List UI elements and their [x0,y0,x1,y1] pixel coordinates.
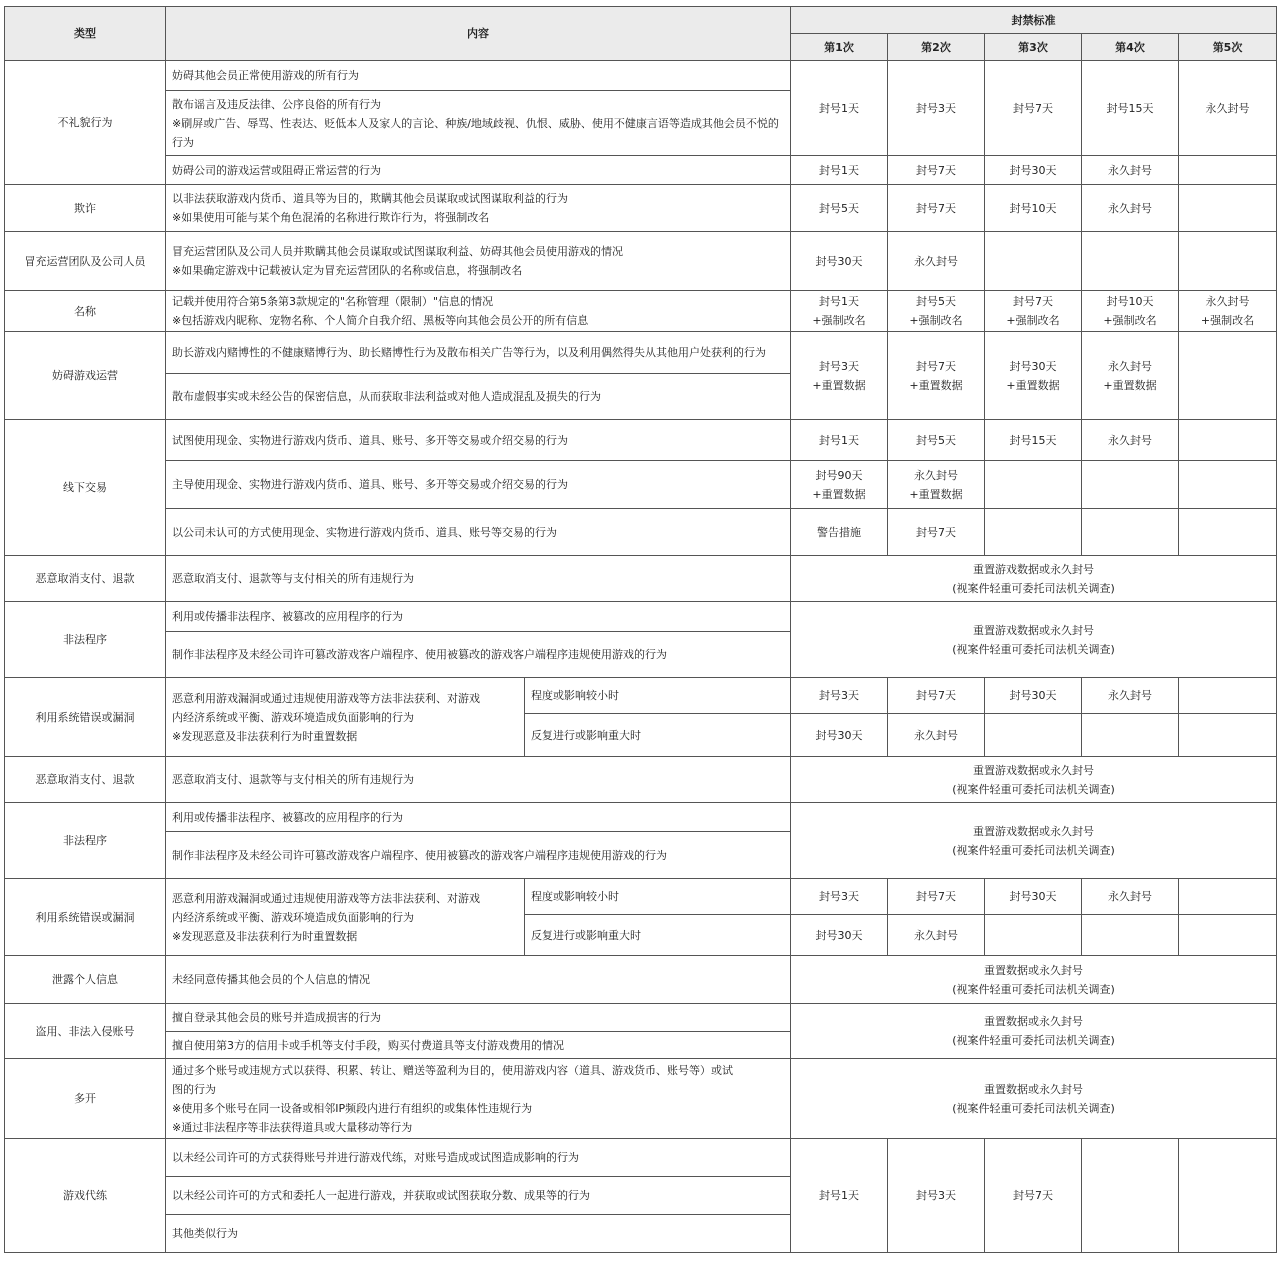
content-cell: 制作非法程序及未经公司许可篡改游戏客户端程序、使用被篡改的游戏客户端程序违规使用游戏的行为 [166,832,791,879]
penalty-text: 封号10天 [1106,295,1154,308]
table-row [5,1059,1277,1139]
penalty-cell: 封号3天 [791,879,888,915]
penalty-cell: 封号7天 [985,61,1082,156]
empty-cell [985,232,1082,291]
penalty-note: (视案件轻重可委托司法机关调查) [952,1034,1115,1047]
empty-cell [1179,1139,1277,1253]
type-cell: 欺诈 [5,185,166,232]
penalty-cell [791,757,1277,803]
penalty-cell: 封号7天 [888,156,985,185]
penalty-cell: 封号30天 [985,156,1082,185]
content-text: 内经济系统或平衡、游戏环境造成负面影响的行为 [172,710,414,724]
penalty-cell: 封号7天 [888,185,985,232]
content-cell: 以未经公司许可的方式获得账号并进行游戏代练，对账号造成或试图造成影响的行为 [166,1139,791,1177]
content-cell: 恶意取消支付、退款等与支付相关的所有违规行为 [166,556,791,602]
content-note: ※通过非法程序等非法获得道具或大量移动等行为 [172,1120,413,1134]
penalty-cell [985,291,1082,332]
penalty-cell [1179,291,1277,332]
type-cell: 名称 [5,291,166,332]
content-cell: 制作非法程序及未经公司许可篡改游戏客户端程序、使用被篡改的游戏客户端程序违规使用游戏的行为 [166,632,791,678]
table-row [5,556,1277,602]
table-row [5,803,1277,832]
empty-cell [1179,915,1277,956]
penalty-text: 封号5天 [916,295,956,308]
penalty-text: 永久封号 [1205,295,1250,308]
penalty-note: (视案件轻重可委托司法机关调查) [952,782,1115,796]
content-text: 内经济系统或平衡、游戏环境造成负面影响的行为 [172,910,414,924]
penalty-text: 封号30天 [1009,359,1057,373]
type-cell: 恶意取消支付、退款 [5,556,166,602]
penalty-cell: 封号30天 [791,714,888,757]
penalty-cell: 封号1天 [791,420,888,461]
penalty-note: (视案件轻重可委托司法机关调查) [952,642,1115,656]
penalty-cell [791,803,1277,879]
penalty-cell: 永久封号 [1082,879,1179,915]
penalty-cell: 封号30天 [791,232,888,291]
penalty-cell [791,291,888,332]
penalty-cell: 封号7天 [888,509,985,556]
penalty-cell: 永久封号 [1179,61,1277,156]
content-cell: 散布虚假事实或未经公告的保密信息，从而获取非法利益或对他人造成混乱及损失的行为 [166,374,791,420]
empty-cell [1179,232,1277,291]
header-content: 内容 [166,7,791,61]
penalty-cell [791,1004,1277,1059]
penalty-cell: 永久封号 [888,915,985,956]
table-row [5,602,1277,632]
content-note: ※发现恶意及非法获利行为时重置数据 [172,729,358,743]
penalty-cell [791,332,888,420]
table-row [5,509,1277,556]
table-row [5,420,1277,461]
content-text: 恶意利用游戏漏洞或通过违规使用游戏等方法非法获利、对游戏 [172,891,480,905]
penalty-extra: +重置数据 [1103,378,1157,392]
penalty-cell: 永久封号 [1082,678,1179,714]
penalty-text: 重置游戏数据或永久封号 [973,763,1095,777]
penalty-extra: +强制改名 [1006,314,1060,327]
penalty-cell: 封号10天 [985,185,1082,232]
table-row [5,461,1277,509]
type-cell: 线下交易 [5,420,166,556]
empty-cell [985,461,1082,509]
empty-cell [1179,714,1277,757]
table-row [5,185,1277,232]
penalty-cell [1082,291,1179,332]
table-row [5,291,1277,332]
content-text: 记载并使用符合第5条第3款规定的"名称管理（限制）"信息的情况 [172,295,494,308]
penalty-cell: 永久封号 [1082,185,1179,232]
content-cell: 未经同意传播其他会员的个人信息的情况 [166,956,791,1004]
table-row [5,757,1277,803]
type-cell: 泄露个人信息 [5,956,166,1004]
penalty-text: 重置数据或永久封号 [984,1082,1084,1096]
content-note: ※如果确定游戏中记载被认定为冒充运营团队的名称或信息，将强制改名 [172,264,523,277]
penalty-cell: 永久封号 [1082,420,1179,461]
header-count-5: 第5次 [1179,34,1277,61]
table-row [5,61,1277,91]
empty-cell [985,509,1082,556]
empty-cell [985,714,1082,757]
penalty-cell [888,461,985,509]
empty-cell [1179,461,1277,509]
empty-cell [1179,509,1277,556]
penalty-note: (视案件轻重可委托司法机关调查) [952,843,1115,857]
table-row [5,332,1277,374]
penalty-extra: +强制改名 [1200,314,1255,327]
penalty-cell: 封号1天 [791,1139,888,1253]
content-cell: 擅自使用第3方的信用卡或手机等支付手段，购买付费道具等支付游戏费用的情况 [166,1032,791,1059]
severity-cell: 程度或影响较小时 [525,678,791,714]
penalty-cell: 封号3天 [888,1139,985,1253]
empty-cell [1179,678,1277,714]
content-cell [166,1059,791,1139]
content-cell: 其他类似行为 [166,1215,791,1253]
table-row [5,1139,1277,1177]
header-standard: 封禁标准 [791,7,1277,34]
penalty-cell [791,556,1277,602]
penalty-extra: +强制改名 [1103,314,1157,327]
empty-cell [1082,509,1179,556]
penalty-cell: 封号30天 [985,879,1082,915]
header-count-3: 第3次 [985,34,1082,61]
type-cell: 游戏代练 [5,1139,166,1253]
penalty-text: 永久封号 [1108,359,1152,373]
type-cell: 利用系统错误或漏洞 [5,879,166,956]
empty-cell [1179,420,1277,461]
type-cell: 多开 [5,1059,166,1139]
penalty-cell [791,1059,1277,1139]
type-cell: 冒充运营团队及公司人员 [5,232,166,291]
penalty-text: 重置数据或永久封号 [984,1015,1084,1028]
empty-cell [1082,232,1179,291]
penalty-cell: 封号15天 [985,420,1082,461]
content-cell: 妨碍公司的游戏运营或阻碍正常运营的行为 [166,156,791,185]
content-note: ※使用多个账号在同一设备或相邻IP频段内进行有组织的或集体性违规行为 [172,1101,533,1115]
penalty-cell [888,332,985,420]
type-cell: 恶意取消支付、退款 [5,757,166,803]
content-cell [166,91,791,156]
type-cell: 非法程序 [5,803,166,879]
header-type: 类型 [5,7,166,61]
content-cell [166,232,791,291]
penalty-cell [791,461,888,509]
penalty-cell: 封号30天 [985,678,1082,714]
penalty-text: 封号90天 [815,468,863,482]
penalty-extra: +重置数据 [812,487,866,501]
penalty-cell: 封号7天 [888,879,985,915]
penalty-cell [791,602,1277,678]
penalty-extra: +强制改名 [812,314,866,327]
penalty-text: 重置游戏数据或永久封号 [973,824,1095,838]
penalty-cell: 封号1天 [791,156,888,185]
penalty-text: 重置数据或永久封号 [984,963,1084,977]
penalty-note: (视案件轻重可委托司法机关调查) [952,1101,1115,1115]
penalty-cell [1082,332,1179,420]
empty-cell [1179,156,1277,185]
table-row [5,156,1277,185]
penalty-cell: 封号3天 [791,678,888,714]
content-cell: 助长游戏内赌博性的不健康赌博行为、助长赌博性行为及散布相关广告等行为，以及利用偶然得失从其他用户处获利的行为 [166,332,791,374]
table-row [5,232,1277,291]
empty-cell [1179,185,1277,232]
content-cell: 利用或传播非法程序、被篡改的应用程序的行为 [166,602,791,632]
penalty-text: 重置游戏数据或永久封号 [973,562,1095,576]
penalty-cell: 封号5天 [888,420,985,461]
sanction-table [4,6,1277,1253]
content-cell: 恶意取消支付、退款等与支付相关的所有违规行为 [166,757,791,803]
content-note: ※如果使用可能与某个角色混淆的名称进行欺诈行为，将强制改名 [172,211,490,224]
penalty-cell: 封号30天 [791,915,888,956]
content-text: 通过多个账号或违规方式以获得、积累、转让、赠送等盈利为目的，使用游戏内容（道具、游戏货币、账号等）或试 [172,1063,733,1077]
empty-cell [1082,915,1179,956]
table-row [5,879,1277,915]
type-cell: 不礼貌行为 [5,61,166,185]
penalty-cell: 永久封号 [888,232,985,291]
penalty-cell: 永久封号 [888,714,985,757]
content-cell: 妨碍其他会员正常使用游戏的所有行为 [166,61,791,91]
penalty-text: 封号7天 [916,359,956,373]
penalty-cell: 封号5天 [791,185,888,232]
content-text: 图的行为 [172,1082,216,1096]
severity-cell: 程度或影响较小时 [525,879,791,915]
content-cell [166,879,525,956]
penalty-cell [888,291,985,332]
content-note: ※包括游戏内昵称、宠物名称、个人简介自我介绍、黑板等向其他会员公开的所有信息 [172,314,589,327]
empty-cell [985,915,1082,956]
penalty-cell: 警告措施 [791,509,888,556]
content-cell: 以公司未认可的方式使用现金、实物进行游戏内货币、道具、账号等交易的行为 [166,509,791,556]
penalty-cell [791,956,1277,1004]
content-cell: 利用或传播非法程序、被篡改的应用程序的行为 [166,803,791,832]
severity-cell: 反复进行或影响重大时 [525,915,791,956]
penalty-cell: 永久封号 [1082,156,1179,185]
empty-cell [1082,714,1179,757]
header-count-2: 第2次 [888,34,985,61]
penalty-cell [985,332,1082,420]
table-row [5,1004,1277,1032]
empty-cell [1082,461,1179,509]
penalty-extra: +重置数据 [909,487,963,501]
content-cell [166,678,525,757]
penalty-text: 封号3天 [819,359,859,373]
penalty-text: 永久封号 [914,468,958,482]
content-cell [166,291,791,332]
table-row [5,956,1277,1004]
type-cell: 妨碍游戏运营 [5,332,166,420]
severity-cell: 反复进行或影响重大时 [525,714,791,757]
penalty-cell: 封号3天 [888,61,985,156]
penalty-note: (视案件轻重可委托司法机关调查) [952,982,1115,996]
penalty-extra: +重置数据 [1006,378,1060,392]
penalty-text: 重置游戏数据或永久封号 [973,623,1095,637]
content-note: ※发现恶意及非法获利行为时重置数据 [172,929,358,943]
type-cell: 利用系统错误或漏洞 [5,678,166,757]
content-cell: 擅自登录其他会员的账号并造成损害的行为 [166,1004,791,1032]
content-text: 以非法获取游戏内货币、道具等为目的，欺瞒其他会员谋取或试图谋取利益的行为 [172,192,568,205]
penalty-text: 封号1天 [819,295,859,308]
penalty-extra: +重置数据 [812,378,866,392]
content-note: ※刷屏或广告、辱骂、性表达、贬低本人及家人的言论、种族/地域歧视、仇恨、威胁、使用不健康言语等造成其他会员不悦的行为 [172,116,779,149]
type-cell: 非法程序 [5,602,166,678]
penalty-extra: +强制改名 [909,314,963,327]
penalty-cell: 封号7天 [985,1139,1082,1253]
content-cell [166,185,791,232]
header-count-4: 第4次 [1082,34,1179,61]
header-count-1: 第1次 [791,34,888,61]
content-cell: 以未经公司许可的方式和委托人一起进行游戏，并获取或试图获取分数、成果等的行为 [166,1177,791,1215]
content-text: 冒充运营团队及公司人员并欺瞒其他会员谋取或试图谋取利益、妨碍其他会员使用游戏的情况 [172,245,623,258]
penalty-cell: 封号15天 [1082,61,1179,156]
empty-cell [1179,332,1277,420]
content-text: 散布谣言及违反法律、公序良俗的所有行为 [172,97,381,111]
table-row [5,678,1277,714]
penalty-note: (视案件轻重可委托司法机关调查) [952,581,1115,595]
content-cell: 试图使用现金、实物进行游戏内货币、道具、账号、多开等交易或介绍交易的行为 [166,420,791,461]
empty-cell [1082,1139,1179,1253]
penalty-cell: 封号7天 [888,678,985,714]
penalty-text: 封号7天 [1013,295,1053,308]
penalty-cell: 封号1天 [791,61,888,156]
content-cell: 主导使用现金、实物进行游戏内货币、道具、账号、多开等交易或介绍交易的行为 [166,461,791,509]
content-text: 恶意利用游戏漏洞或通过违规使用游戏等方法非法获利、对游戏 [172,691,480,705]
type-cell: 盗用、非法入侵账号 [5,1004,166,1059]
penalty-extra: +重置数据 [909,378,963,392]
empty-cell [1179,879,1277,915]
